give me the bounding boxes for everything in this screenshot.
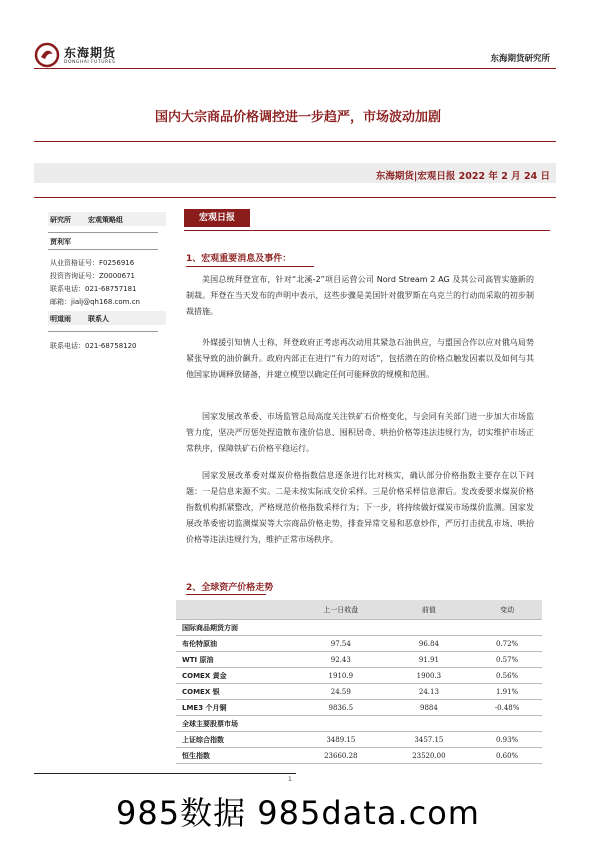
- table-row: [176, 636, 542, 652]
- table-cell: 0.60%: [472, 748, 542, 764]
- sidebar-rule: [48, 331, 158, 332]
- table-cell: 布伦特原油: [176, 636, 296, 652]
- table-cell: 3457.15: [386, 732, 473, 748]
- table-header-cell: 前值: [386, 600, 473, 620]
- sidebar-dept-label: 研究所: [50, 216, 71, 224]
- table-cell: 1910.9: [296, 668, 386, 684]
- logo-chinese-name: 东海期货: [64, 46, 117, 60]
- sidebar-rule: [48, 249, 158, 250]
- table-row: [176, 652, 542, 668]
- analyst-qualification: 从业资格证号：F0256916: [50, 259, 135, 267]
- table-cell: COMEX 黄金: [176, 668, 296, 684]
- analyst-name: 贾利军: [50, 238, 71, 246]
- contact-name: 明道雨: [50, 315, 71, 323]
- sidebar-rule: [48, 232, 158, 233]
- table-cell: 92.43: [296, 652, 386, 668]
- watermark-banner: 985数据 985data.com: [116, 794, 480, 832]
- page-number: 1: [288, 776, 292, 783]
- section-tag-line: [184, 230, 550, 231]
- contact-phone: 联系电话：021-68758120: [50, 342, 137, 350]
- table-cell: 91.91: [386, 652, 473, 668]
- table-row: [176, 684, 542, 700]
- table-cell: WTI 原油: [176, 652, 296, 668]
- table-cell: 9884: [386, 700, 473, 716]
- table-cell: 0.93%: [472, 732, 542, 748]
- analyst-phone: 联系电话：021-68757181: [50, 285, 137, 293]
- table-group-row: [176, 620, 542, 636]
- contact-role: 联系人: [88, 315, 109, 323]
- report-title: 国内大宗商品价格调控进一步趋严，市场波动加剧: [154, 110, 441, 125]
- news-paragraph: 美国总统拜登宣布，针对“北溪-2”项目运营公司 Nord Stream 2 AG 及其公司高管实施新的制裁。拜登在当天发布的声明中表示，这些步骤是美国针对俄罗斯在乌克兰的行动而采取的初步制裁措施。: [186, 275, 534, 316]
- table-cell: 3489.15: [296, 732, 386, 748]
- report-date-line: 东海期货|宏观日报 2022 年 2 月 24 日: [375, 171, 550, 182]
- analyst-email[interactable]: 邮箱：jialj@qh168.com.cn: [50, 298, 140, 306]
- table-cell: 0.57%: [472, 652, 542, 668]
- section-tag: 宏观日报: [184, 209, 250, 227]
- banner-divider: [34, 197, 556, 198]
- section2-underline: [186, 594, 266, 595]
- table-header-row: [176, 600, 542, 620]
- table-header-cell: [176, 600, 296, 620]
- section2-heading: 2、全球资产价格走势: [186, 583, 274, 593]
- news-paragraph: 国家发展改革委、市场监管总局高度关注铁矿石价格变化，与会同有关部门进一步加大市场监管力度，坚决严厉惩处捏造散布涨价信息、囤积居奇、哄抬价格等违法违规行为，切实维护市场正常秩序，保障铁矿石价格平稳运行。: [186, 412, 534, 453]
- price-table: [176, 600, 542, 764]
- footer-divider: [34, 773, 296, 774]
- table-cell: 96.84: [386, 636, 473, 652]
- title-divider: [34, 141, 556, 142]
- donghai-logo-icon: [34, 42, 60, 68]
- table-cell: 上证综合指数: [176, 732, 296, 748]
- sidebar-dept-group: 宏观策略组: [88, 216, 123, 224]
- table-cell: 9836.5: [296, 700, 386, 716]
- logo-english-name: DONGHAI FUTURES: [64, 60, 116, 65]
- table-cell: LME3 个月铜: [176, 700, 296, 716]
- table-cell: 0.56%: [472, 668, 542, 684]
- table-cell: 24.59: [296, 684, 386, 700]
- table-row: [176, 700, 542, 716]
- news-paragraph: 国家发展改革委对煤炭价格指数信息逐条进行比对核实，确认部分价格指数主要存在以下问题：一是信息来源不实。二是未按实际成交价采样。三是价格采样信息滞后。发改委要求煤炭价格指数机构抓紧整改，严格规范价格指数采样行为；下一步，将持续做好煤炭市场煤价监测。国家发展改革委密切监测煤炭等大宗商品价格走势，排查异常交易和恶意炒作，严厉打击扰乱市场、哄抬价格等违法违规行为，维护正常市场秩序。: [186, 471, 534, 544]
- table-cell: -0.48%: [472, 700, 542, 716]
- table-header-cell: 上一日收盘: [296, 600, 386, 620]
- header-divider: [34, 68, 556, 69]
- section1-heading: 1、宏观重要消息及事件：: [186, 254, 292, 264]
- table-cell: 1900.3: [386, 668, 473, 684]
- analyst-consult-cert: 投资咨询证号：Z0000671: [50, 272, 135, 280]
- table-cell: 23520.00: [386, 748, 473, 764]
- table-row: [176, 732, 542, 748]
- table-group-row: [176, 716, 542, 732]
- table-group-label: 全球主要股票市场: [176, 716, 542, 732]
- table-group-label: 国际商品期货方面: [176, 620, 542, 636]
- section1-underline: [186, 266, 314, 267]
- news-paragraph: 外媒援引知情人士称，拜登政府正考虑再次动用其紧急石油供应，与盟国合作以应对俄乌局势紧张导致的油价飙升。政府内部正在进行“有力的对话”，包括潜在的价格点触发因素以及如何与其他国家协调释放储备，并建立模型以确定任何可能释放的规模和范围。: [186, 338, 534, 379]
- table-header-cell: 变动: [472, 600, 542, 620]
- table-row: [176, 668, 542, 684]
- table-row: [176, 748, 542, 764]
- table-cell: 24.13: [386, 684, 473, 700]
- table-cell: 23660.28: [296, 748, 386, 764]
- table-cell: 1.91%: [472, 684, 542, 700]
- header-org-name: 东海期货研究所: [490, 54, 550, 64]
- table-cell: COMEX 银: [176, 684, 296, 700]
- table-cell: 恒生指数: [176, 748, 296, 764]
- table-cell: 97.54: [296, 636, 386, 652]
- table-cell: 0.72%: [472, 636, 542, 652]
